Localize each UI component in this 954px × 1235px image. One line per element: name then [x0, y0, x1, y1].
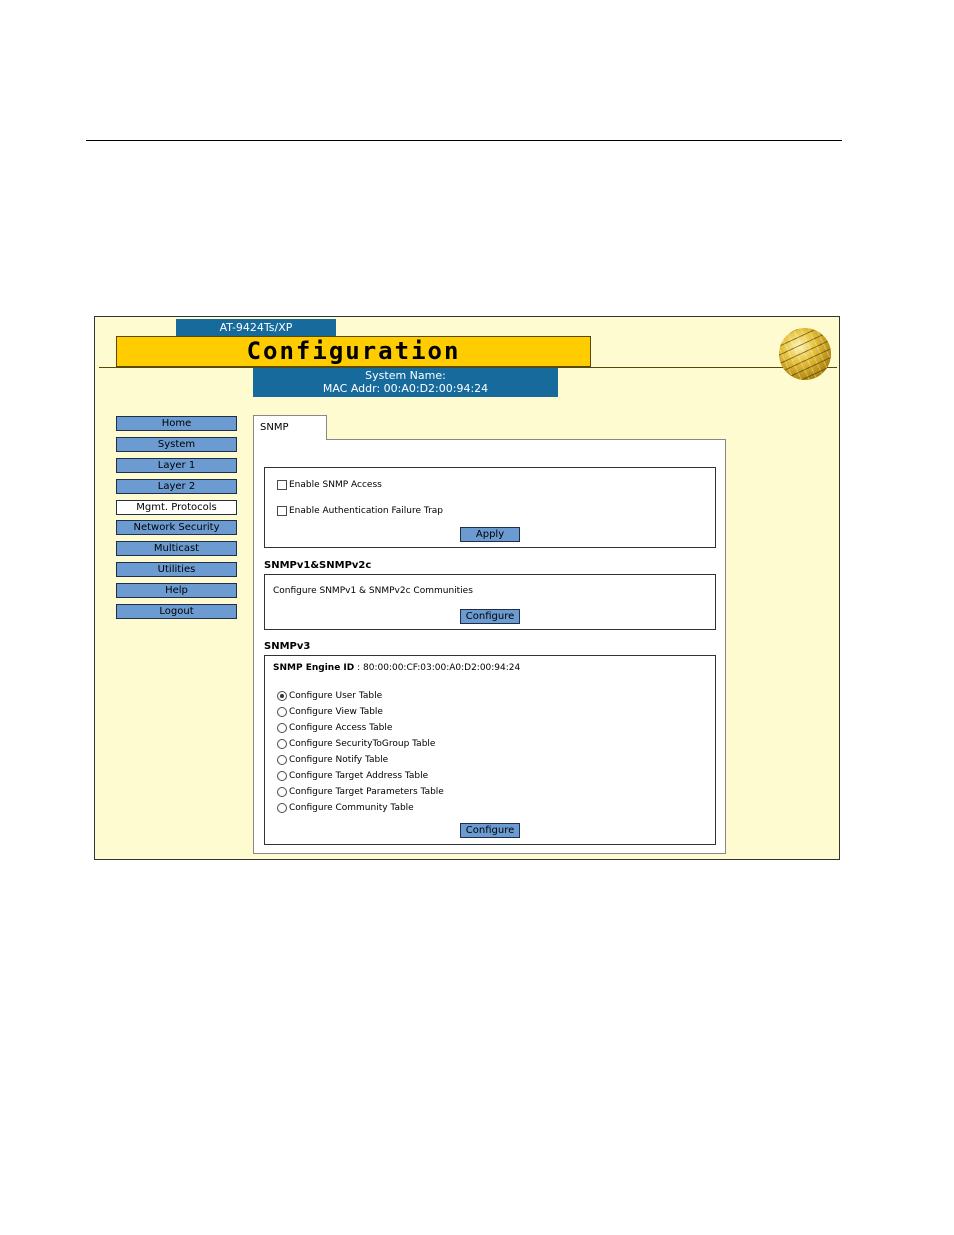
snmpv1v2c-configure-button[interactable]: Configure: [460, 609, 520, 624]
snmpv3-configure-button[interactable]: Configure: [460, 823, 520, 838]
tab-join: [254, 438, 326, 441]
configure-view-table-label: Configure View Table: [289, 707, 383, 717]
configure-access-table-label: Configure Access Table: [289, 723, 393, 733]
nav-network-security-button[interactable]: Network Security: [116, 520, 237, 535]
page-title: Configuration: [116, 336, 591, 367]
snmp-general-box: [264, 467, 716, 548]
enable-snmp-access-label: Enable SNMP Access: [289, 480, 382, 490]
configure-community-table-radio[interactable]: [277, 803, 287, 813]
nav-system-button[interactable]: System: [116, 437, 237, 452]
configure-target-parameters-table-label: Configure Target Parameters Table: [289, 787, 444, 797]
configure-target-address-table-label: Configure Target Address Table: [289, 771, 429, 781]
nav-mgmt-protocols-button[interactable]: Mgmt. Protocols: [116, 500, 237, 515]
nav-help-button[interactable]: Help: [116, 583, 237, 598]
nav-logout-button[interactable]: Logout: [116, 604, 237, 619]
configure-notify-table-label: Configure Notify Table: [289, 755, 389, 765]
configure-securitytogroup-table-label: Configure SecurityToGroup Table: [289, 739, 436, 749]
snmpv3-section-title: SNMPv3: [264, 641, 311, 652]
nav-layer1-button[interactable]: Layer 1: [116, 458, 237, 473]
apply-button[interactable]: Apply: [460, 527, 520, 542]
snmp-engine-id-label: SNMP Engine ID: [273, 663, 355, 673]
snmpv3-box: [264, 655, 716, 845]
configure-target-address-table-radio[interactable]: [277, 771, 287, 781]
nav-home-button[interactable]: Home: [116, 416, 237, 431]
tab-snmp[interactable]: SNMP: [253, 415, 327, 440]
nav-multicast-button[interactable]: Multicast: [116, 541, 237, 556]
snmp-engine-id-value: : 80:00:00:CF:03:00:A0:D2:00:94:24: [354, 663, 521, 673]
configure-user-table-radio[interactable]: [277, 691, 287, 701]
nav-layer2-button[interactable]: Layer 2: [116, 479, 237, 494]
browser-content-frame: [94, 316, 840, 860]
enable-auth-trap-label: Enable Authentication Failure Trap: [289, 506, 444, 516]
snmp-engine-id: [273, 663, 520, 673]
snmpv1v2c-description: Configure SNMPv1 & SNMPv2c Communities: [273, 586, 473, 596]
page-top-rule: [86, 140, 842, 141]
snmpv1v2c-section-title: SNMPv1&SNMPv2c: [264, 560, 372, 571]
configure-community-table-label: Configure Community Table: [289, 803, 414, 813]
configure-notify-table-radio[interactable]: [277, 755, 287, 765]
configure-target-parameters-table-radio[interactable]: [277, 787, 287, 797]
configure-access-table-radio[interactable]: [277, 723, 287, 733]
enable-snmp-access-checkbox[interactable]: [277, 480, 287, 490]
enable-auth-trap-checkbox[interactable]: [277, 506, 287, 516]
configure-user-table-label: Configure User Table: [289, 691, 383, 701]
nav-utilities-button[interactable]: Utilities: [116, 562, 237, 577]
system-info-box: [253, 368, 558, 397]
mac-address: MAC Addr: 00:A0:D2:00:94:24: [322, 382, 489, 395]
configure-securitytogroup-table-radio[interactable]: [277, 739, 287, 749]
snmpv1v2c-box: [264, 574, 716, 630]
system-name-label: System Name:: [365, 369, 446, 382]
snmp-panel: [253, 439, 726, 854]
model-tab: AT-9424Ts/XP: [176, 319, 336, 336]
globe-logo-icon: [779, 328, 831, 380]
configure-view-table-radio[interactable]: [277, 707, 287, 717]
